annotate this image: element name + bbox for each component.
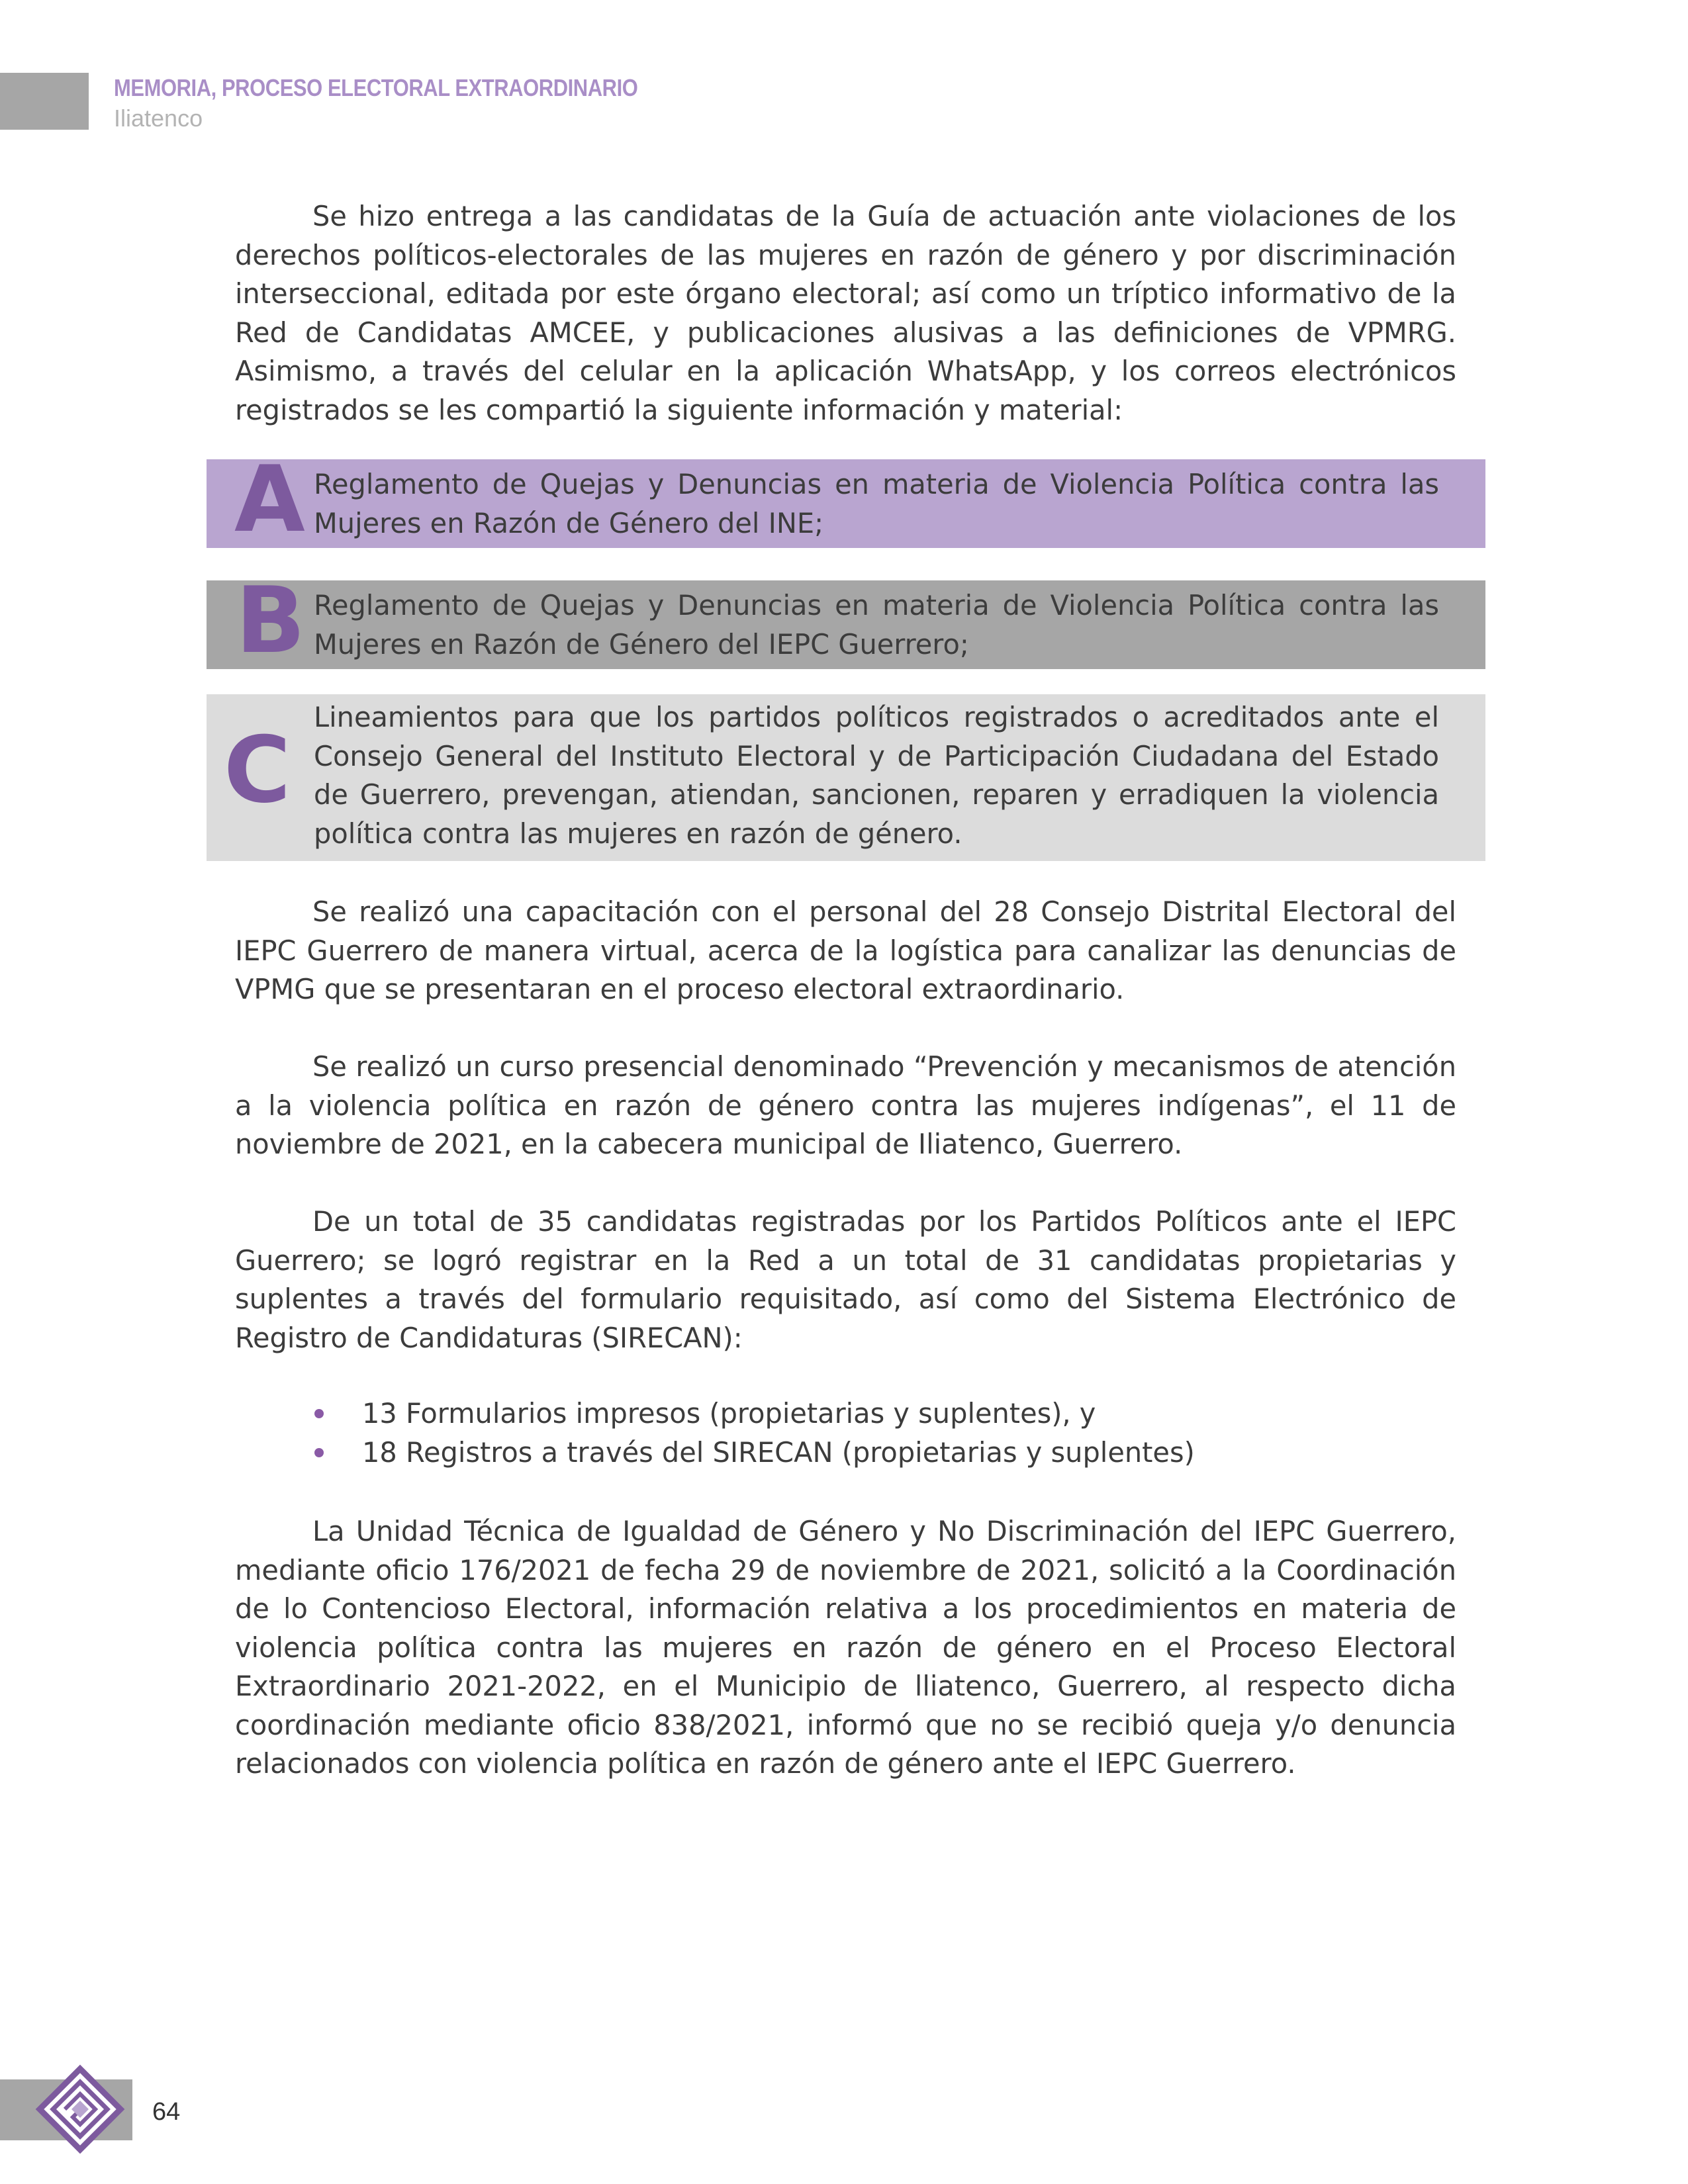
list-item-text: 18 Registros a través del SIRECAN (propietarias y suplentes) [362, 1435, 1195, 1469]
paragraph-unidad-tecnica: La Unidad Técnica de Igualdad de Género y No Discriminación del IEPC Guerrero, mediante oficio 176/2021 de fecha 29 de noviembre de 2021, solicitó a la Coordinación de lo Contencioso Electoral, información relativa a los procedimientos en materia de violencia política contra las mujeres en razón de género en el Proceso Electoral Extraordinario 2021-2022, en el Municipio de lliatenco, Guerrero, al respecto dicha coordinación mediante oficio 838/2021, informó que no se recibió queja y/o denuncia relacionados con violencia política en razón de género ante el IEPC Guerrero. [235, 1515, 1456, 1780]
greca-diamond-icon [30, 2060, 130, 2159]
bullet-dot-icon [314, 1409, 324, 1418]
box-letter-b: B [236, 567, 306, 674]
running-header-subtitle: Iliatenco [114, 105, 203, 132]
list-item-text: 13 Formularios impresos (propietarias y suplentes), y [362, 1397, 1096, 1430]
list-item [311, 1433, 1195, 1473]
paragraph-intro: Se hizo entrega a las candidatas de la Guía de actuación ante violaciones de los derechos políticos-electorales de las mujeres en razón de género y por discriminación interseccional, editada por este órgano electoral; así como un tríptico informativo de la Red de Candidatas AMCEE, y publicaciones alusivas a las definiciones de VPMRG. Asimismo, a través del celular en la aplicación WhatsApp, y los correos electrónicos registrados se les compartió la siguiente información y material: [235, 200, 1456, 426]
info-box-b [207, 567, 1485, 674]
box-text-a: Reglamento de Quejas y Denuncias en materia de Violencia Política contra las Mujeres en Razón de Género del INE; [314, 468, 1439, 539]
paragraph-registro: De un total de 35 candidatas registradas por los Partidos Políticos ante el IEPC Guerrero; se logró registrar en la Red a un total de 31 candidatas propietarias y suplentes a través del formulario requisitado, así como del Sistema Electrónico de Registro de Candidaturas (SIRECAN): [235, 1205, 1456, 1354]
info-box-c [207, 694, 1485, 861]
box-letter-c: C [224, 717, 291, 823]
info-box-a [207, 446, 1485, 553]
header-gray-block [0, 73, 89, 130]
running-header-title: MEMORIA, PROCESO ELECTORAL EXTRAORDINARIO [114, 74, 638, 101]
bullet-dot-icon [314, 1448, 324, 1457]
box-text-b: Reglamento de Quejas y Denuncias en materia de Violencia Política contra las Mujeres en Razón de Género del IEPC Guerrero; [314, 589, 1439, 660]
box-letter-a: A [234, 446, 305, 553]
box-text-c: Lineamientos para que los partidos políticos registrados o acreditados ante el Consejo General del Instituto Electoral y de Participación Ciudadana del Estado de Guerrero, prevengan, atiendan, sancionen, reparen y erradiquen la violencia política contra las mujeres en razón de género. [314, 701, 1439, 850]
registration-bullet-list [311, 1394, 1195, 1472]
list-item [311, 1394, 1195, 1433]
paragraph-capacitacion: Se realizó una capacitación con el personal del 28 Consejo Distrital Electoral del IEPC Guerrero de manera virtual, acerca de la logística para canalizar las denuncias de VPMG que se presentaran en el proceso electoral extraordinario. [235, 895, 1456, 1005]
page-number: 64 [152, 2098, 181, 2126]
paragraph-curso: Se realizó un curso presencial denominado “Prevención y mecanismos de atención a la violencia política en razón de género contra las mujeres indígenas”, el 11 de noviembre de 2021, en la cabecera municipal de Iliatenco, Guerrero. [235, 1050, 1456, 1160]
